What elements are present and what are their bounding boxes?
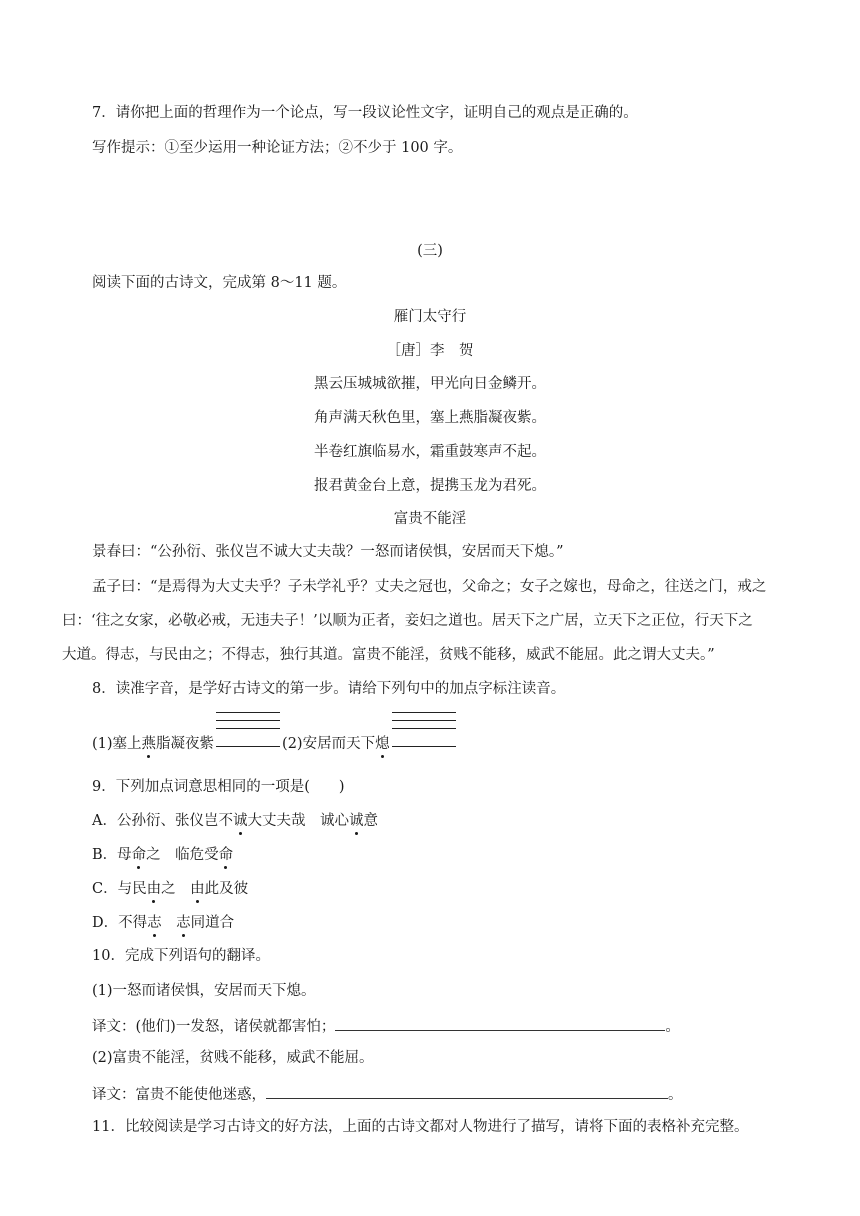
- question-8-items: [92, 734, 458, 754]
- option-text: A．公孙衍、张仪岂不: [92, 813, 233, 829]
- option-d[interactable]: [92, 913, 234, 933]
- sentence-text: 脂凝夜紫: [156, 736, 215, 752]
- poem-author: ［唐］李 贺: [386, 343, 474, 359]
- poem-line: 报君黄金台上意，提携玉龙为君死。: [314, 478, 546, 494]
- question-8: 8．读准字音，是学好古诗文的第一步。请给下列句中的加点字标注读音。: [92, 681, 566, 697]
- translation-prefix: 译文：(他们)一发怒，诸侯就都害怕；: [92, 1019, 336, 1035]
- sentence-2: (2)富贵不能淫，贫贱不能移，威武不能屈。: [92, 1050, 374, 1066]
- poem-line: 半卷红旗临易水，霜重鼓寒声不起。: [314, 444, 546, 460]
- section-heading: (三): [417, 243, 443, 259]
- poem-line: 黑云压城城欲摧，甲光向日金鳞开。: [314, 376, 546, 392]
- prose-paragraph-2-line: 孟子曰：“是焉得为大丈夫乎？子未学礼乎？丈夫之冠也，父命之；女子之嫁也，母命之，往送之门，戒之: [92, 579, 767, 595]
- dotted-char: 诚: [348, 813, 364, 829]
- option-c[interactable]: [92, 879, 248, 899]
- dotted-char: 由: [146, 881, 162, 897]
- prose-paragraph-1: 景春曰：“公孙衍、张仪岂不诚大丈夫哉？一怒而诸侯惧，安居而天下熄。”: [92, 544, 564, 560]
- dotted-char: 由: [190, 881, 205, 897]
- question-7-hint: 写作提示：①至少运用一种论证方法；②不少于 100 字。: [92, 140, 463, 156]
- option-text: 同道合: [190, 915, 235, 931]
- option-text: C．与民: [92, 881, 147, 897]
- translation-blank[interactable]: [335, 1015, 665, 1031]
- item-number: (2): [282, 736, 303, 752]
- item-number: (1): [92, 736, 113, 752]
- sentence-text: 塞上: [112, 736, 142, 752]
- sentence-1: (1)一怒而诸侯惧，安居而天下熄。: [92, 983, 316, 999]
- question-11: 11．比较阅读是学习古诗文的好方法，上面的古诗文都对人物进行了描写，请将下面的表格补充完整。: [92, 1119, 749, 1135]
- sentence-text: 安居而天下: [302, 736, 376, 752]
- dotted-char: 熄: [375, 736, 390, 752]
- option-text: 意: [363, 813, 378, 829]
- option-text: 大丈夫哉: [247, 813, 320, 829]
- translation-1: [92, 1015, 680, 1037]
- translation-prefix: 译文：富贵不能使他迷惑，: [92, 1087, 266, 1103]
- prose-paragraph-2-line: 大道。得志，与民由之；不得志，独行其道。富贵不能淫，贫贱不能移，威武不能屈。此之谓大丈夫。”: [62, 647, 715, 663]
- poem-title: 雁门太守行: [393, 309, 467, 325]
- question-7: 7．请你把上面的哲理作为一个论点，写一段议论性文字，证明自己的观点是正确的。: [92, 105, 638, 121]
- pinyin-answer-lines[interactable]: [216, 734, 280, 754]
- translation-2: [92, 1083, 683, 1105]
- option-b[interactable]: [92, 845, 233, 865]
- dotted-char: 诚: [232, 813, 248, 829]
- option-text: [162, 915, 177, 931]
- poem-line: 角声满天秋色里，塞上燕脂凝夜紫。: [314, 410, 546, 426]
- pinyin-answer-lines[interactable]: [392, 734, 456, 754]
- option-text: 此及彼: [204, 881, 249, 897]
- dotted-char: 燕: [141, 736, 157, 752]
- translation-end: 。: [665, 1019, 680, 1035]
- section-intro: 阅读下面的古诗文，完成第 8～11 题。: [92, 275, 347, 291]
- translation-end: 。: [668, 1087, 683, 1103]
- option-text: 诚心: [319, 813, 349, 829]
- option-text: B．母: [92, 847, 132, 863]
- dotted-char: 命: [218, 847, 234, 863]
- question-9: 9．下列加点词意思相同的一项是( ): [92, 779, 345, 795]
- option-a[interactable]: [92, 811, 378, 831]
- option-text: 之 临危受: [146, 847, 219, 863]
- dotted-char: 志: [147, 915, 162, 931]
- option-text: 之: [161, 881, 191, 897]
- dotted-char: 命: [131, 847, 147, 863]
- dotted-char: 志: [176, 915, 191, 931]
- question-10: 10．完成下列语句的翻译。: [92, 948, 270, 964]
- prose-paragraph-2-line: 曰：‘往之女家，必敬必戒，无违夫子！’以顺为正者，妾妇之道也。居天下之广居，立天下之正位，行天下之: [62, 613, 753, 629]
- translation-blank[interactable]: [266, 1083, 668, 1099]
- prose-title: 富贵不能淫: [393, 511, 467, 527]
- option-text: D．不得: [92, 915, 148, 931]
